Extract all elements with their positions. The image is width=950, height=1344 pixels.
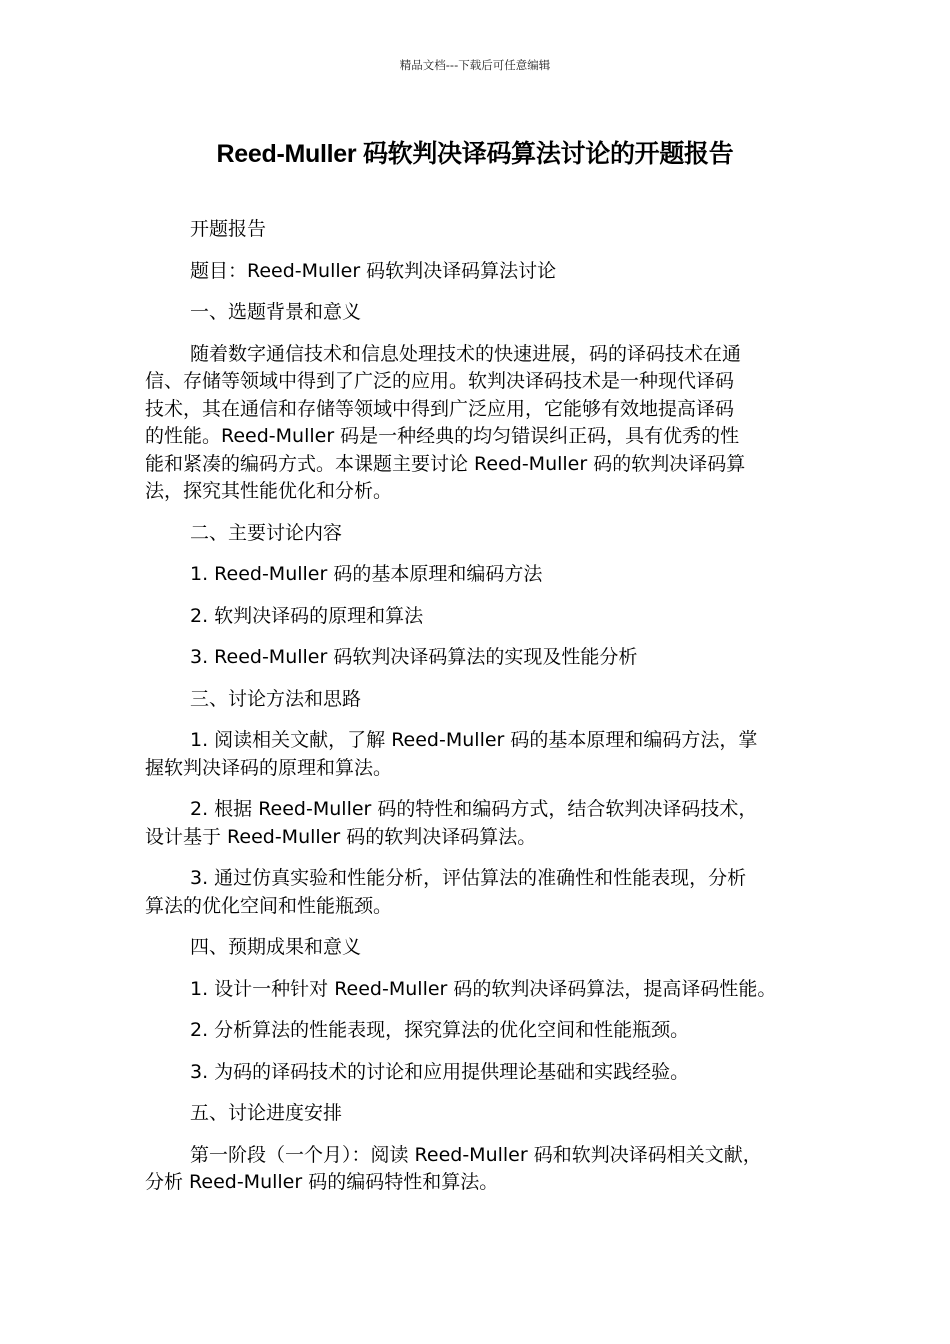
paragraph-line: 二、主要讨论内容 (190, 521, 343, 544)
paragraph-line: 分析 Reed-Muller 码的编码特性和算法。 (145, 1171, 499, 1193)
paragraph-method-1 (145, 727, 815, 782)
paragraph-outcome-2 (145, 1017, 815, 1045)
paragraph-section-2-heading (145, 520, 815, 548)
paragraph-line: 握软判决译码的原理和算法。 (145, 756, 393, 779)
paragraph-section-4-heading (145, 934, 815, 962)
paragraph-line: 设计基于 Reed-Muller 码的软判决译码算法。 (145, 825, 537, 848)
paragraph-line: 1. Reed-Muller 码的基本原理和编码方法 (190, 563, 543, 585)
paragraph-line: 五、讨论进度安排 (190, 1102, 343, 1124)
paragraph-content-3 (145, 644, 815, 672)
paragraph-report-label (145, 216, 815, 244)
paragraph-line: 1. 设计一种针对 Reed-Muller 码的软判决译码算法，提高译码性能。 (190, 977, 777, 1000)
paragraph-line: 2. 软判决译码的原理和算法 (190, 604, 424, 627)
paragraph-outcome-3 (145, 1059, 815, 1087)
paragraph-content-2 (145, 603, 815, 631)
document-title: Reed-Muller 码软判决译码算法讨论的开题报告 (216, 140, 734, 168)
paragraph-outcome-1 (145, 976, 815, 1004)
paragraph-section-5-heading (145, 1100, 815, 1128)
paragraph-line: 第一阶段（一个月）：阅读 Reed-Muller 码和软判决译码相关文献， (190, 1143, 762, 1166)
paragraph-method-3 (145, 865, 815, 920)
paragraph-section-1-heading (145, 299, 815, 327)
paragraph-line: 随着数字通信技术和信息处理技术的快速进展，码的译码技术在通 (190, 342, 742, 365)
paragraph-line: 能和紧凑的编码方式。本课题主要讨论 Reed-Muller 码的软判决译码算 (145, 452, 746, 475)
document-body (145, 216, 815, 1211)
paragraph-line: 算法的优化空间和性能瓶颈。 (145, 894, 393, 917)
paragraph-line: 一、选题背景和意义 (190, 301, 362, 323)
paragraph-line: 1. 阅读相关文献，了解 Reed-Muller 码的基本原理和编码方法，掌 (190, 729, 758, 751)
paragraph-line: 信、存储等领域中得到了广泛的应用。软判决译码技术是一种现代译码 (145, 370, 735, 392)
paragraph-line: 开题报告 (190, 218, 267, 240)
page-header: 精品文档---下载后可任意编辑 (399, 58, 551, 72)
paragraph-schedule-1 (145, 1142, 815, 1197)
paragraph-content-1 (145, 561, 815, 589)
paragraph-line: 题目：Reed-Muller 码软判决译码算法讨论 (190, 259, 557, 282)
paragraph-line: 技术，其在通信和存储等领域中得到广泛应用，它能够有效地提高译码 (145, 397, 735, 420)
paragraph-line: 四、预期成果和意义 (190, 936, 362, 958)
paragraph-background (145, 341, 815, 506)
paragraph-line: 3. Reed-Muller 码软判决译码算法的实现及性能分析 (190, 646, 638, 668)
paragraph-topic (145, 258, 815, 286)
paragraph-line: 的性能。Reed-Muller 码是一种经典的均匀错误纠正码，具有优秀的性 (145, 425, 740, 447)
paragraph-section-3-heading (145, 686, 815, 714)
paragraph-line: 2. 分析算法的性能表现，探究算法的优化空间和性能瓶颈。 (190, 1019, 690, 1041)
paragraph-line: 2. 根据 Reed-Muller 码的特性和编码方式，结合软判决译码技术， (190, 798, 758, 820)
paragraph-line: 三、讨论方法和思路 (190, 687, 362, 710)
paragraph-method-2 (145, 796, 815, 851)
paragraph-line: 3. 为码的译码技术的讨论和应用提供理论基础和实践经验。 (190, 1060, 690, 1083)
paragraph-line: 3. 通过仿真实验和性能分析，评估算法的准确性和性能表现，分析 (190, 867, 747, 889)
paragraph-line: 法，探究其性能优化和分析。 (145, 480, 393, 502)
